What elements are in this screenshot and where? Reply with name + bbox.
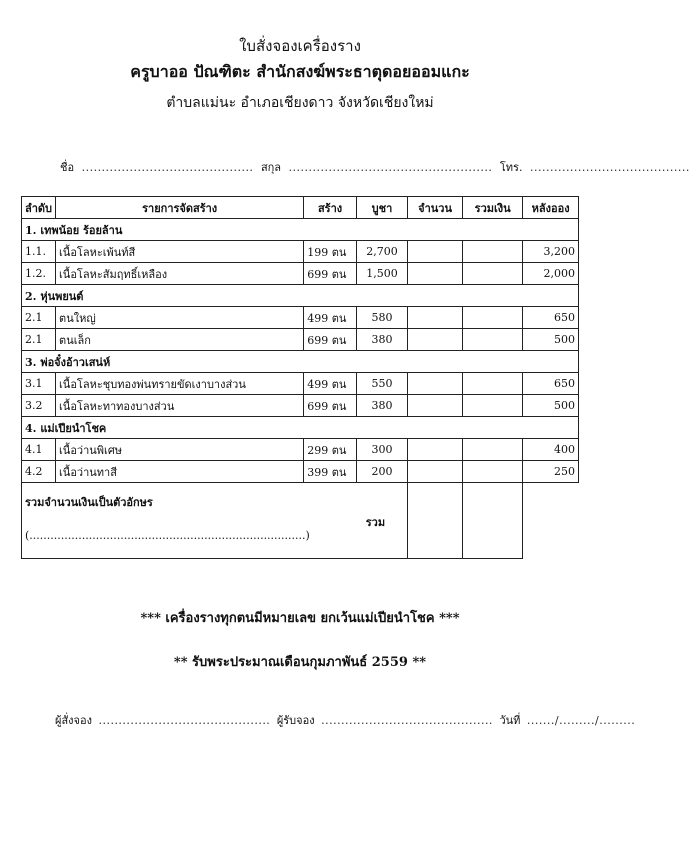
item-total-cell[interactable] — [463, 373, 523, 395]
item-quantity-cell[interactable] — [408, 263, 463, 285]
name-field[interactable]: ........................................... — [81, 161, 254, 174]
table-row — [22, 439, 579, 461]
customer-info-line — [60, 158, 690, 176]
receiver-label: ผู้รับจอง — [276, 714, 315, 727]
name-label: ชื่อ — [60, 161, 75, 174]
item-name: เนื้อโลหะชุบทองพ่นทรายขัดเงาบางส่วน — [56, 373, 304, 395]
item-made: 499 ตน — [304, 307, 357, 329]
item-no: 4.1 — [22, 439, 56, 461]
item-total-cell[interactable] — [463, 439, 523, 461]
date-label: วันที่ — [499, 714, 521, 727]
summary-empty-cell — [523, 483, 579, 559]
item-name: เนื้อโลหะสัมฤทธิ์เหลือง — [56, 263, 304, 285]
category-title: 4. แม่เปียนำโชค — [22, 417, 579, 439]
category-title: 3. พ่อจั๋งอ้าวเสน่ห์ — [22, 351, 579, 373]
signature-line — [55, 711, 636, 729]
item-after-price: 250 — [523, 461, 579, 483]
item-price: 580 — [356, 307, 407, 329]
item-quantity-cell[interactable] — [408, 439, 463, 461]
item-price: 1,500 — [356, 263, 407, 285]
item-price: 200 — [356, 461, 407, 483]
table-row — [22, 241, 579, 263]
category-row — [22, 219, 579, 241]
item-made: 299 ตน — [304, 439, 357, 461]
item-made: 699 ตน — [304, 329, 357, 351]
item-made: 699 ตน — [304, 395, 357, 417]
item-name: เนื้อว่านทาสี — [56, 461, 304, 483]
item-made: 699 ตน — [304, 263, 357, 285]
item-after-price: 400 — [523, 439, 579, 461]
item-price: 550 — [356, 373, 407, 395]
item-name: ตนใหญ่ — [56, 307, 304, 329]
category-row — [22, 417, 579, 439]
item-name: เนื้อโลหะเพ้นท์สี — [56, 241, 304, 263]
item-after-price: 500 — [523, 329, 579, 351]
category-row — [22, 351, 579, 373]
item-price: 380 — [356, 329, 407, 351]
item-name: ตนเล็ก — [56, 329, 304, 351]
numbering-note: *** เครื่องรางทุกตนมีหมายเลข ยกเว้นแม่เปียนำโชค *** — [140, 611, 460, 626]
item-total-cell[interactable] — [463, 329, 523, 351]
summary-quantity-cell[interactable] — [408, 483, 463, 559]
summary-cell — [22, 483, 408, 559]
col-header-quantity: จำนวน — [408, 197, 463, 219]
item-price: 300 — [356, 439, 407, 461]
table-row — [22, 263, 579, 285]
item-no: 3.1 — [22, 373, 56, 395]
temple-address: ตำบลแม่นะ อำเภอเชียงดาว จังหวัดเชียงใหม่ — [166, 95, 434, 111]
sum-label: รวม — [365, 516, 386, 529]
col-header-index: ลำดับ — [22, 197, 56, 219]
form-title: ใบสั่งจองเครื่องราง — [239, 37, 361, 55]
item-quantity-cell[interactable] — [408, 241, 463, 263]
summary-row — [22, 483, 579, 559]
table-row — [22, 395, 579, 417]
item-quantity-cell[interactable] — [408, 373, 463, 395]
item-after-price: 650 — [523, 373, 579, 395]
item-after-price: 650 — [523, 307, 579, 329]
item-total-cell[interactable] — [463, 241, 523, 263]
item-quantity-cell[interactable] — [408, 395, 463, 417]
table-row — [22, 307, 579, 329]
item-no: 1.2. — [22, 263, 56, 285]
summary-label: รวมจำนวนเงินเป็นตัวอักษร — [25, 496, 153, 509]
col-header-total: รวมเงิน — [463, 197, 523, 219]
item-total-cell[interactable] — [463, 395, 523, 417]
category-row — [22, 285, 579, 307]
item-after-price: 3,200 — [523, 241, 579, 263]
item-no: 2.1 — [22, 329, 56, 351]
receiver-field[interactable]: ........................................... — [321, 714, 493, 727]
item-quantity-cell[interactable] — [408, 329, 463, 351]
col-header-item: รายการจัดสร้าง — [56, 197, 304, 219]
item-name: เนื้อโลหะทาทองบางส่วน — [56, 395, 304, 417]
surname-label: สกุล — [260, 161, 282, 174]
col-header-after-release: หลังออง — [523, 197, 579, 219]
item-total-cell[interactable] — [463, 307, 523, 329]
item-total-cell[interactable] — [463, 461, 523, 483]
order-table — [21, 196, 579, 559]
item-made: 399 ตน — [304, 461, 357, 483]
category-title: 1. เทพน้อย ร้อยล้าน — [22, 219, 579, 241]
delivery-note: ** รับพระประมาณเดือนกุมภาพันธ์ 2559 ** — [173, 655, 427, 670]
table-header-row — [22, 197, 579, 219]
item-quantity-cell[interactable] — [408, 307, 463, 329]
category-title: 2. หุ่นพยนต์ — [22, 285, 579, 307]
date-field[interactable]: ......./........./......... — [526, 714, 636, 727]
amount-in-words-field[interactable]: (...............................................................................) — [25, 529, 310, 542]
item-name: เนื้อว่านพิเศษ — [56, 439, 304, 461]
item-no: 3.2 — [22, 395, 56, 417]
temple-name: ครูบาออ ปัณฑิตะ สำนักสงฆ์พระธาตุดอยออมแกะ — [130, 62, 470, 81]
item-no: 2.1 — [22, 307, 56, 329]
phone-field[interactable]: ........................................ — [529, 161, 690, 174]
table-row — [22, 461, 579, 483]
col-header-made: สร้าง — [304, 197, 357, 219]
item-no: 1.1. — [22, 241, 56, 263]
item-price: 2,700 — [356, 241, 407, 263]
orderer-label: ผู้สั่งจอง — [55, 714, 92, 727]
item-total-cell[interactable] — [463, 263, 523, 285]
table-row — [22, 329, 579, 351]
table-row — [22, 373, 579, 395]
surname-field[interactable]: ................................................... — [288, 161, 493, 174]
item-after-price: 500 — [523, 395, 579, 417]
item-no: 4.2 — [22, 461, 56, 483]
item-made: 199 ตน — [304, 241, 357, 263]
item-quantity-cell[interactable] — [408, 461, 463, 483]
col-header-price: บูชา — [356, 197, 407, 219]
orderer-field[interactable]: ........................................... — [98, 714, 271, 727]
phone-label: โทร. — [499, 161, 523, 174]
item-made: 499 ตน — [304, 373, 357, 395]
item-after-price: 2,000 — [523, 263, 579, 285]
item-price: 380 — [356, 395, 407, 417]
summary-total-cell[interactable] — [463, 483, 523, 559]
